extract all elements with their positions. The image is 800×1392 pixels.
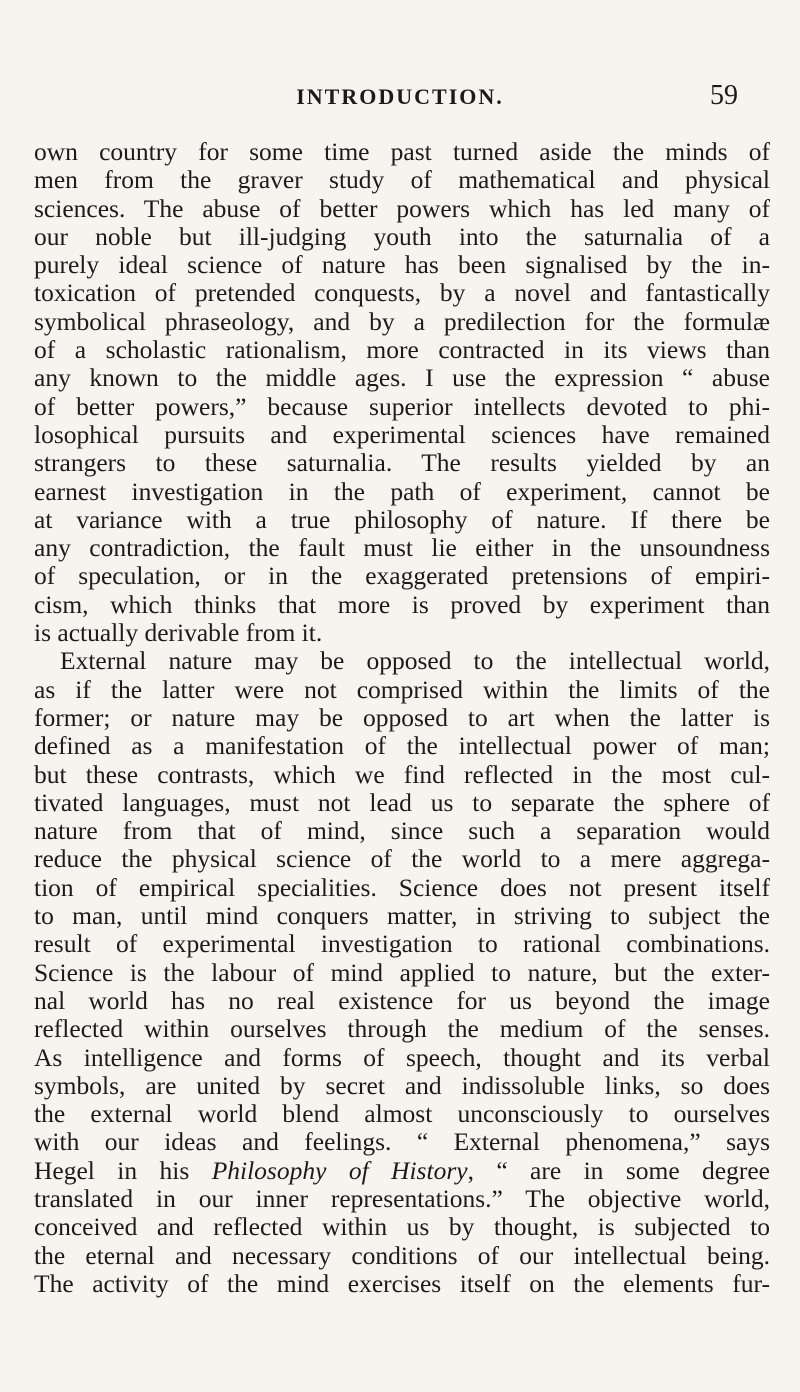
text-line-with-title	[34, 1157, 770, 1185]
text-line: of a scholastic rationalism, more contracted in its views than	[34, 335, 770, 365]
text-line: reduce the physical science of the world to a mere aggrega-	[34, 844, 770, 874]
text-line: conceived and reflected within us by thought, is subjected to	[34, 1212, 770, 1242]
text-line: symbols, are united by secret and indissoluble links, so does	[34, 1070, 770, 1100]
text-line: any contradiction, the fault must lie either in the unsoundness	[34, 533, 770, 563]
text-line: nature from that of mind, since such a separation would	[34, 816, 770, 846]
body-text	[34, 138, 770, 1298]
text-line: symbolical phraseology, and by a predilection for the formulæ	[34, 306, 770, 336]
text-line: with our ideas and feelings. “ External phenomena,” says	[34, 1127, 770, 1157]
page-number: 59	[710, 80, 738, 111]
text-line: the eternal and necessary conditions of our intellectual being.	[34, 1240, 770, 1270]
text-line: toxication of pretended conquests, by a novel and fantastically	[34, 278, 770, 308]
text-line: at variance with a true philosophy of nature. If there be	[34, 504, 770, 534]
text-line: to man, until mind conquers matter, in striving to subject the	[34, 901, 770, 931]
text-fragment: , “ are in some degree	[467, 1155, 770, 1185]
text-line: reflected within ourselves through the medium of the senses.	[34, 1014, 770, 1044]
text-line: tivated languages, must not lead us to separate the sphere of	[34, 787, 770, 817]
text-line: sciences. The abuse of better powers which has led many of	[34, 193, 770, 223]
text-line: Science is the labour of mind applied to nature, but the exter-	[34, 957, 770, 987]
text-line: purely ideal science of nature has been signalised by the in-	[34, 250, 770, 280]
text-line: tion of empirical specialities. Science does not present itself	[34, 872, 770, 902]
text-line: our noble but ill-judging youth into the saturnalia of a	[34, 221, 770, 251]
text-line: men from the graver study of mathematical and physical	[34, 165, 770, 195]
book-title-italic: Philosophy of History	[211, 1155, 468, 1185]
paragraph-start-line: External nature may be opposed to the intellectual world,	[60, 646, 770, 676]
text-line: losophical pursuits and experimental sciences have remained	[34, 419, 770, 449]
text-line: former; or nature may be opposed to art when the latter is	[34, 702, 770, 732]
text-line: As intelligence and forms of speech, thought and its verbal	[34, 1042, 770, 1072]
text-line: of speculation, or in the exaggerated pretensions of empiri-	[34, 561, 770, 591]
text-line: any known to the middle ages. I use the expression “ abuse	[34, 363, 770, 393]
text-line: as if the latter were not comprised within the limits of the	[34, 674, 770, 704]
chapter-title: INTRODUCTION.	[296, 84, 504, 109]
text-fragment: Hegel in his	[34, 1155, 212, 1185]
text-line: strangers to these saturnalia. The results yielded by an	[34, 448, 770, 478]
text-line: own country for some time past turned aside the minds of	[34, 137, 770, 166]
text-line: result of experimental investigation to rational combinations.	[34, 929, 770, 959]
text-line: cism, which thinks that more is proved by experiment than	[34, 589, 770, 619]
text-line: of better powers,” because superior intellects devoted to phi-	[34, 391, 770, 421]
text-line: translated in our inner representations.” The objective world,	[34, 1183, 770, 1213]
running-head	[30, 80, 770, 114]
text-line: The activity of the mind exercises itself on the elements fur-	[34, 1268, 770, 1298]
text-line: but these contrasts, which we find reflected in the most cul-	[34, 759, 770, 789]
text-line: defined as a manifestation of the intellectual power of man;	[34, 731, 770, 761]
text-line: earnest investigation in the path of experiment, cannot be	[34, 476, 770, 506]
text-line: the external world blend almost unconsciously to ourselves	[34, 1099, 770, 1129]
paragraph-end-line: is actually derivable from it.	[34, 618, 323, 648]
text-line: nal world has no real existence for us beyond the image	[34, 985, 770, 1015]
